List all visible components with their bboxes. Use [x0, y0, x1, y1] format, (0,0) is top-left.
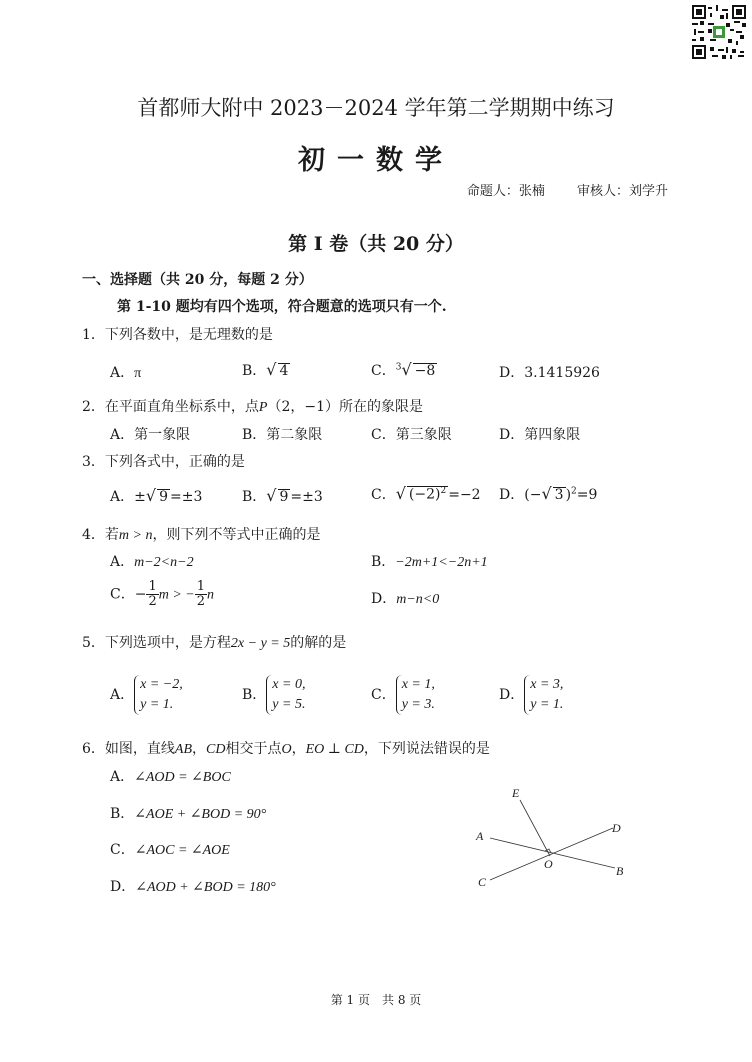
- label-c: C: [478, 875, 487, 889]
- author: 命题人：张楠: [466, 184, 545, 199]
- q6-option-d: D．∠AOD + ∠BOD = 180°: [110, 879, 276, 895]
- page-total: 共 8 页: [382, 993, 422, 1007]
- label-d: D: [612, 821, 621, 835]
- q5-option-b: B． x = 0, y = 5.: [242, 675, 305, 715]
- ray-oe: [520, 800, 550, 856]
- label-a: A: [476, 829, 484, 843]
- label-e: E: [512, 786, 520, 800]
- section-note: 第 1-10 题均有四个选项，符合题意的选项只有一个.: [117, 299, 447, 315]
- section-heading: 一、选择题（共 20 分，每题 2 分）: [82, 272, 313, 288]
- q2-option-d: D．第四象限: [499, 427, 581, 443]
- exam-title: 首都师大附中 2023－2024 学年第二学期期中练习: [137, 96, 615, 120]
- question-6: 6．如图，直线AB，CD相交于点O，EO ⊥ CD，下列说法错误的是: [82, 741, 490, 757]
- reviewer: 审核人：刘学升: [576, 184, 668, 199]
- part-heading: 第 I 卷（共 20 分）: [288, 233, 464, 255]
- question-number: 1．: [82, 327, 105, 343]
- exam-authors: [439, 180, 668, 199]
- q5-option-a: A． x = −2, y = 1.: [110, 675, 183, 715]
- q3-option-a: A．±√ 9 =±3: [110, 486, 203, 505]
- q1-option-b: B．√ 4: [242, 360, 289, 379]
- label-b: B: [616, 864, 624, 878]
- geometry-figure: [470, 780, 640, 895]
- q3-option-c: C．√ $(-2)^2 =-2$: [371, 484, 481, 503]
- question-stem: 下列各数中，是无理数的是: [104, 327, 273, 343]
- q5-option-c: C． x = 1, y = 3.: [371, 675, 435, 715]
- q1-option-d: D．3.1415926: [499, 365, 600, 381]
- question-5: 5．下列选项中，是方程2x − y = 5的解的是: [82, 635, 347, 651]
- q2-option-c: C．第三象限: [371, 427, 452, 443]
- q2-option-a: A．第一象限: [110, 427, 191, 443]
- exam-subject: 初一数学: [298, 145, 454, 176]
- question-2: 2．在平面直角坐标系中，点P（2，−1）所在的象限是: [82, 399, 424, 415]
- question-3: 3．下列各式中，正确的是: [82, 454, 245, 470]
- label-o: O: [544, 857, 553, 871]
- q6-option-b: B．∠AOE + ∠BOD = 90°: [110, 806, 267, 822]
- qr-code: [692, 5, 746, 59]
- page-footer: [0, 991, 752, 1008]
- q3-option-b: B．√ 9 =±3: [242, 486, 323, 505]
- q6-option-c: C．∠AOC = ∠AOE: [110, 842, 230, 858]
- q4-option-a: A．m−2<n−2: [110, 554, 194, 570]
- q1-option-a: A．π: [110, 365, 142, 381]
- page-number: 第 1 页: [330, 993, 370, 1007]
- q3-option-d: D．(−√ 3 )$^2$=9: [499, 484, 598, 503]
- q4-option-b: B．−2m+1<−2n+1: [371, 554, 488, 570]
- q4-option-c: C．− $\frac{1}{2}$ m > − $\frac{1}{2}$ n: [110, 579, 215, 609]
- q1-option-c: C．$^3$√ −8: [371, 360, 436, 379]
- q6-option-a: A．∠AOD = ∠BOC: [110, 769, 231, 785]
- question-1: [82, 324, 273, 344]
- q5-option-d: D． x = 3, y = 1.: [499, 675, 563, 715]
- line-cd: [490, 828, 613, 880]
- q2-option-b: B．第二象限: [242, 427, 323, 443]
- q4-option-d: D．m−n<0: [371, 591, 440, 607]
- question-4: 4．若m > n，则下列不等式中正确的是: [82, 527, 321, 543]
